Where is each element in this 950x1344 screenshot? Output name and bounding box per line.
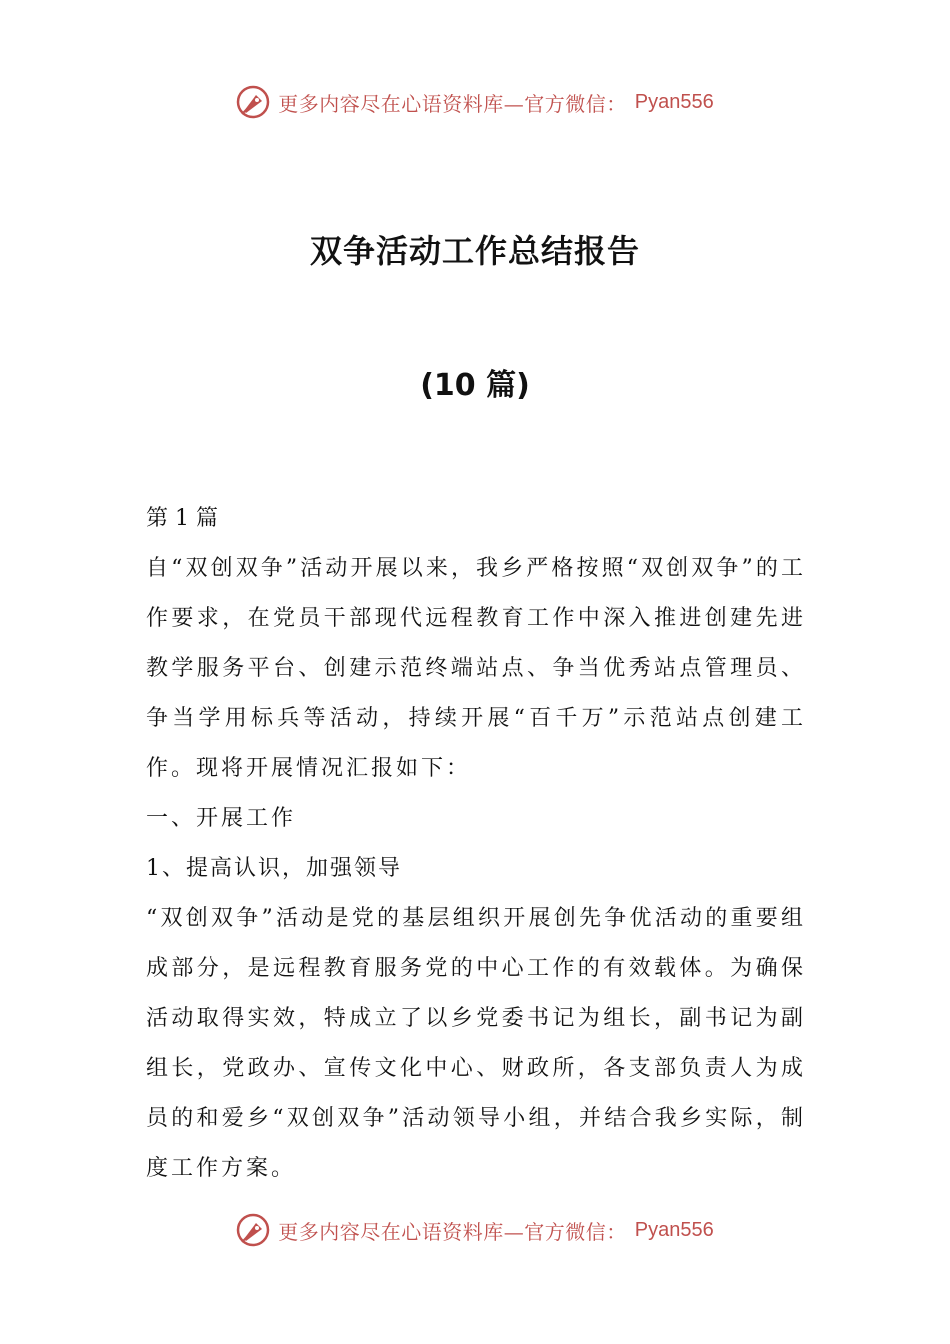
document-subtitle: (10 篇): [420, 368, 530, 403]
pen-nib-logo-icon: [236, 1213, 270, 1247]
watermark-header: [0, 82, 950, 122]
document-title: 双争活动工作总结报告: [309, 232, 640, 270]
watermark-wechat-id: Pyan556: [634, 1218, 714, 1241]
watermark-text: 更多内容尽在心语资料库—官方微信：: [278, 1219, 627, 1244]
section-heading: 一、开展工作: [146, 806, 297, 831]
pen-nib-logo-icon: [236, 85, 270, 119]
document-body: [146, 494, 806, 1194]
intro-paragraph: 自“双创双争”活动开展以来，我乡严格按照“双创双争”的工作要求，在党员干部现代远程教育工作中深入推进创建先进教学服务平台、创建示范终端站点、争当优秀站点管理员、争当学用标兵等活动，持续开展“百千万”示范站点创建工作。现将开展情况汇报如下：: [146, 556, 806, 781]
watermark-footer: [0, 1210, 950, 1250]
subsection-heading: 1、提高认识，加强领导: [146, 856, 402, 881]
watermark-text: 更多内容尽在心语资料库—官方微信：: [278, 91, 627, 116]
subsection-paragraph: “双创双争”活动是党的基层组织开展创先争优活动的重要组成部分，是远程教育服务党的中心工作的有效载体。为确保活动取得实效，特成立了以乡党委书记为组长，副书记为副组长，党政办、宣传文化中心、财政所，各支部负责人为成员的和爱乡“双创双争”活动领导小组，并结合我乡实际，制度工作方案。: [146, 906, 806, 1181]
chapter-label: 第 1 篇: [146, 506, 218, 531]
watermark-wechat-id: Pyan556: [634, 90, 714, 113]
